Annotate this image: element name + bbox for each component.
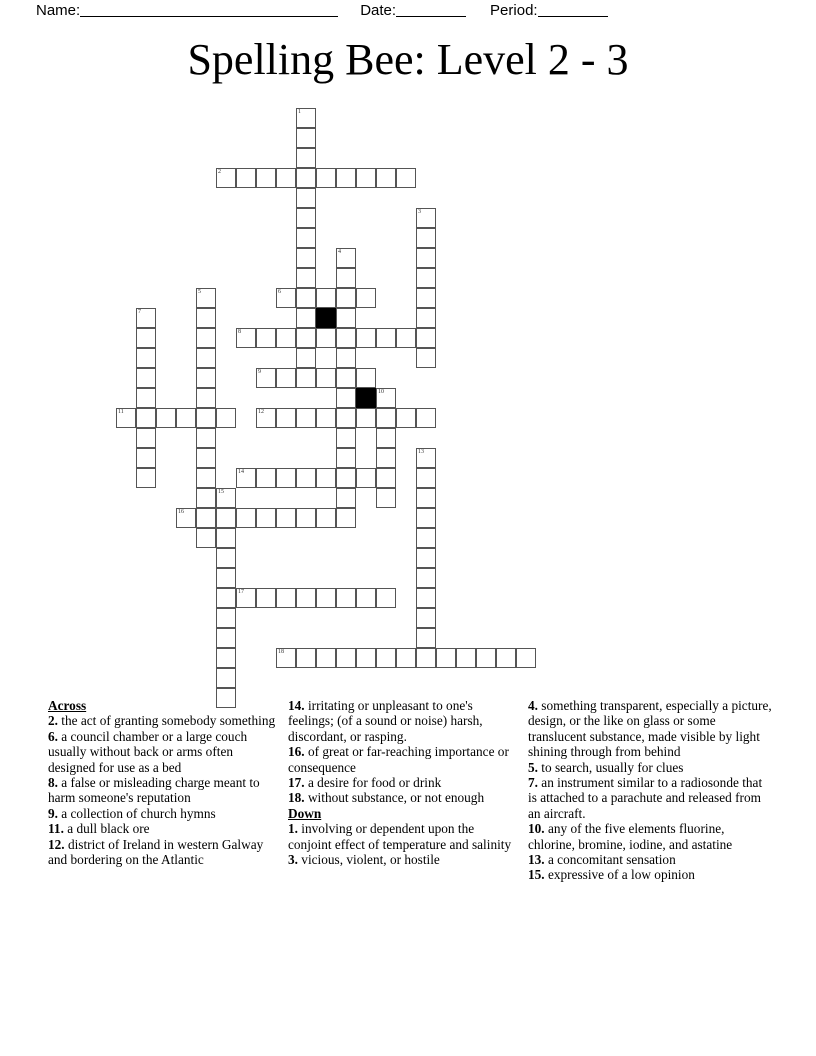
clue-number: 13. [528, 852, 545, 868]
grid-cell[interactable] [336, 328, 356, 348]
grid-cell[interactable] [336, 488, 356, 508]
grid-cell[interactable] [296, 208, 316, 228]
grid-cell[interactable] [336, 268, 356, 288]
grid-cell[interactable] [216, 548, 236, 568]
down-heading: Down [288, 805, 322, 821]
grid-cell[interactable] [296, 468, 316, 488]
grid-cell[interactable] [136, 428, 156, 448]
grid-cell[interactable] [196, 328, 216, 348]
grid-cell[interactable] [416, 288, 436, 308]
grid-cell[interactable] [416, 568, 436, 588]
grid-cell[interactable] [256, 168, 276, 188]
clue-number: 16. [288, 744, 305, 760]
grid-cell[interactable] [196, 508, 216, 528]
grid-cell[interactable] [356, 288, 376, 308]
grid-cell[interactable] [316, 408, 336, 428]
grid-cell[interactable] [316, 328, 336, 348]
grid-cell[interactable] [416, 348, 436, 368]
grid-cell[interactable] [316, 588, 336, 608]
grid-cell[interactable] [336, 168, 356, 188]
clue-down-13: 13. a concomitant sensation [528, 852, 676, 868]
grid-cell[interactable] [356, 328, 376, 348]
grid-cell[interactable] [176, 408, 196, 428]
clue-number: 2. [48, 713, 58, 729]
grid-cell[interactable] [136, 328, 156, 348]
grid-cell[interactable] [396, 168, 416, 188]
across-heading: Across [48, 698, 87, 713]
clue-across-2: 2. the act of granting somebody something [48, 713, 276, 729]
grid-cell[interactable] [336, 408, 356, 428]
grid-cell[interactable] [296, 368, 316, 388]
grid-cell-number: 4 [338, 249, 341, 255]
grid-cell[interactable] [256, 368, 276, 388]
grid-cell-number: 8 [238, 329, 241, 335]
grid-cell[interactable] [316, 168, 336, 188]
clue-number: 4. [528, 698, 538, 713]
grid-cell[interactable] [396, 328, 416, 348]
grid-cell[interactable] [416, 628, 436, 648]
clue-down-3: 3. vicious, violent, or hostile [288, 852, 440, 868]
grid-cell[interactable] [196, 468, 216, 488]
grid-cell[interactable] [356, 368, 376, 388]
grid-cell[interactable] [336, 468, 356, 488]
grid-cell[interactable] [376, 428, 396, 448]
grid-cell[interactable] [416, 248, 436, 268]
grid-cell-number: 1 [298, 109, 301, 115]
grid-cell[interactable] [276, 328, 296, 348]
grid-cell[interactable] [196, 308, 216, 328]
grid-cell[interactable] [236, 328, 256, 348]
grid-cell[interactable] [236, 588, 256, 608]
grid-cell[interactable] [336, 388, 356, 408]
clue-number: 12. [48, 836, 65, 852]
grid-cell[interactable] [216, 608, 236, 628]
grid-cell[interactable] [136, 468, 156, 488]
grid-cell[interactable] [136, 368, 156, 388]
grid-cell[interactable] [336, 448, 356, 468]
grid-cell[interactable] [296, 268, 316, 288]
grid-cell[interactable] [416, 448, 436, 468]
grid-cell[interactable] [376, 468, 396, 488]
grid-cell-number: 14 [238, 469, 244, 475]
grid-cell[interactable] [336, 308, 356, 328]
grid-cell[interactable] [136, 348, 156, 368]
grid-cell[interactable] [416, 308, 436, 328]
grid-cell[interactable] [216, 568, 236, 588]
clue-down-4: 4. something transparent, especially a picture, design, or the like on glass or some translucent substance, made visible by light shining through from behind [528, 698, 772, 760]
clue-across-12: 12. district of Ireland in western Galway and bordering on the Atlantic [48, 836, 264, 868]
clue-number: 1. [288, 821, 298, 837]
grid-cell[interactable] [276, 288, 296, 308]
clue-number: 14. [288, 698, 305, 713]
grid-cell[interactable] [196, 408, 216, 428]
grid-cell[interactable] [296, 248, 316, 268]
grid-cell[interactable] [496, 648, 516, 668]
grid-cell[interactable] [476, 648, 496, 668]
grid-cell[interactable] [416, 608, 436, 628]
grid-cell[interactable] [336, 648, 356, 668]
grid-cell[interactable] [196, 288, 216, 308]
grid-cell[interactable] [276, 508, 296, 528]
grid-cell[interactable] [416, 328, 436, 348]
grid-cell[interactable] [316, 368, 336, 388]
clue-number: 8. [48, 775, 58, 791]
clue-number: 6. [48, 728, 58, 744]
grid-cell[interactable] [276, 648, 296, 668]
clue-number: 9. [48, 805, 58, 821]
grid-cell[interactable] [376, 488, 396, 508]
grid-cell[interactable] [356, 588, 376, 608]
clue-down-7: 7. an instrument similar to a radiosonde that is attached to a parachute and released from an aircraft. [528, 775, 763, 821]
grid-cell[interactable] [416, 508, 436, 528]
grid-cell[interactable] [356, 408, 376, 428]
grid-cell[interactable] [236, 468, 256, 488]
grid-cell[interactable] [296, 108, 316, 128]
grid-cell[interactable] [396, 408, 416, 428]
clue-number: 7. [528, 775, 538, 791]
grid-cell[interactable] [216, 628, 236, 648]
grid-cell[interactable] [336, 588, 356, 608]
grid-cell-number: 13 [418, 449, 424, 455]
grid-cell[interactable] [216, 508, 236, 528]
grid-cell[interactable] [416, 588, 436, 608]
grid-cell[interactable] [276, 168, 296, 188]
clue-down-15: 15. expressive of a low opinion [528, 867, 695, 883]
grid-cell[interactable] [336, 368, 356, 388]
grid-cell[interactable] [376, 448, 396, 468]
clue-number: 18. [288, 790, 305, 806]
grid-cell[interactable] [196, 448, 216, 468]
clue-column-1 [48, 698, 276, 867]
grid-cell[interactable] [216, 408, 236, 428]
grid-cell[interactable] [436, 648, 456, 668]
clue-lists [0, 698, 816, 948]
clue-across-16: 16. of great or far-reaching importance or consequence [288, 744, 509, 775]
grid-cell[interactable] [296, 148, 316, 168]
grid-cell-number: 16 [178, 509, 184, 515]
grid-cell[interactable] [376, 588, 396, 608]
clue-down-1: 1. involving or dependent upon the conjoint effect of temperature and salinity [288, 821, 512, 852]
grid-block [356, 388, 376, 408]
page-title: Spelling Bee: Level 2 - 3 [187, 35, 629, 84]
grid-cell[interactable] [336, 508, 356, 528]
grid-cell-number: 2 [218, 169, 221, 175]
grid-cell[interactable] [136, 308, 156, 328]
grid-cell[interactable] [216, 528, 236, 548]
clue-across-18: 18. without substance, or not enough [288, 790, 485, 806]
grid-cell-number: 10 [378, 389, 384, 395]
grid-cell[interactable] [316, 468, 336, 488]
grid-cell[interactable] [356, 168, 376, 188]
clue-number: 15. [528, 867, 545, 883]
clue-number: 11. [48, 821, 64, 837]
clue-column-3 [528, 698, 772, 883]
grid-cell-number: 15 [218, 489, 224, 495]
grid-cell[interactable] [276, 588, 296, 608]
clue-across-8: 8. a false or misleading charge meant to harm someone's reputation [48, 775, 260, 806]
grid-cell[interactable] [416, 648, 436, 668]
grid-cell[interactable] [296, 348, 316, 368]
grid-cell[interactable] [236, 168, 256, 188]
grid-cell[interactable] [416, 548, 436, 568]
grid-cell[interactable] [336, 288, 356, 308]
grid-cell[interactable] [276, 368, 296, 388]
grid-cell[interactable] [316, 508, 336, 528]
clue-across-6: 6. a council chamber or a large couch usually without back or arms often designed for use as a bed [48, 728, 248, 775]
grid-cell[interactable] [416, 528, 436, 548]
grid-cell[interactable] [136, 388, 156, 408]
grid-cell[interactable] [216, 648, 236, 668]
grid-cell[interactable] [216, 588, 236, 608]
clue-number: 5. [528, 759, 538, 775]
grid-cell[interactable] [156, 408, 176, 428]
grid-cell[interactable] [256, 408, 276, 428]
grid-cell[interactable] [256, 468, 276, 488]
grid-cell[interactable] [196, 488, 216, 508]
grid-cell[interactable] [296, 128, 316, 148]
grid-cell[interactable] [196, 528, 216, 548]
grid-cell[interactable] [296, 408, 316, 428]
grid-cell[interactable] [296, 508, 316, 528]
clue-down-10: 10. any of the five elements fluorine, chlorine, bromine, iodine, and astatine [528, 821, 733, 852]
grid-cell[interactable] [296, 228, 316, 248]
grid-cell[interactable] [456, 648, 476, 668]
clue-across-9: 9. a collection of church hymns [48, 805, 216, 821]
grid-cell[interactable] [376, 388, 396, 408]
grid-cell[interactable] [296, 168, 316, 188]
grid-cell[interactable] [296, 588, 316, 608]
grid-cell[interactable] [196, 388, 216, 408]
grid-cell[interactable] [296, 308, 316, 328]
grid-cell[interactable] [416, 268, 436, 288]
grid-cell[interactable] [276, 408, 296, 428]
grid-cell[interactable] [296, 188, 316, 208]
clue-across-11: 11. a dull black ore [48, 821, 150, 837]
grid-cell[interactable] [196, 428, 216, 448]
grid-cell[interactable] [316, 648, 336, 668]
clue-across-17: 17. a desire for food or drink [288, 775, 442, 791]
grid-cell[interactable] [276, 468, 296, 488]
grid-cell[interactable] [216, 668, 236, 688]
grid-cell-number: 11 [118, 409, 124, 415]
grid-cell[interactable] [116, 408, 136, 428]
grid-cell[interactable] [296, 328, 316, 348]
grid-cell[interactable] [256, 328, 276, 348]
grid-cell-number: 18 [278, 649, 284, 655]
grid-cell-number: 6 [278, 289, 281, 295]
grid-cell[interactable] [236, 508, 256, 528]
date-label: Date: [360, 2, 397, 19]
grid-cell[interactable] [336, 248, 356, 268]
grid-cell[interactable] [416, 228, 436, 248]
grid-cell[interactable] [136, 448, 156, 468]
grid-block [316, 308, 336, 328]
grid-cell[interactable] [176, 508, 196, 528]
clue-number: 10. [528, 821, 545, 837]
clue-number: 3. [288, 852, 298, 868]
grid-cell[interactable] [296, 648, 316, 668]
grid-cell[interactable] [296, 288, 316, 308]
grid-cell-number: 17 [238, 589, 244, 595]
grid-cell[interactable] [376, 168, 396, 188]
grid-cell[interactable] [336, 428, 356, 448]
period-label: Period: [490, 2, 538, 19]
grid-cell[interactable] [196, 368, 216, 388]
clue-across-14: 14. irritating or unpleasant to one's feelings; (of a sound or noise) harsh, discordant, or rasping. [288, 698, 483, 744]
name-label: Name: [36, 2, 81, 19]
grid-cell[interactable] [396, 648, 416, 668]
grid-cell[interactable] [136, 408, 156, 428]
grid-cell[interactable] [416, 408, 436, 428]
grid-cell-number: 3 [418, 209, 421, 215]
grid-cell[interactable] [516, 648, 536, 668]
grid-cell[interactable] [356, 468, 376, 488]
grid-cell[interactable] [356, 648, 376, 668]
grid-cell-number: 12 [258, 409, 264, 415]
grid-cell[interactable] [376, 408, 396, 428]
grid-cell[interactable] [416, 488, 436, 508]
grid-cell[interactable] [256, 588, 276, 608]
grid-cell[interactable] [196, 348, 216, 368]
grid-cell[interactable] [316, 288, 336, 308]
clue-down-5: 5. to search, usually for clues [528, 759, 684, 775]
clue-number: 17. [288, 775, 305, 791]
grid-cell[interactable] [376, 328, 396, 348]
grid-cell[interactable] [416, 208, 436, 228]
grid-cell[interactable] [376, 648, 396, 668]
grid-cell-number: 5 [198, 289, 201, 295]
grid-cell-number: 7 [138, 309, 141, 315]
grid-cell[interactable] [336, 348, 356, 368]
grid-cell[interactable] [216, 488, 236, 508]
grid-cell[interactable] [256, 508, 276, 528]
grid-cell[interactable] [216, 168, 236, 188]
clue-column-2 [288, 698, 512, 867]
grid-cell-number: 9 [258, 369, 261, 375]
grid-cell[interactable] [416, 468, 436, 488]
